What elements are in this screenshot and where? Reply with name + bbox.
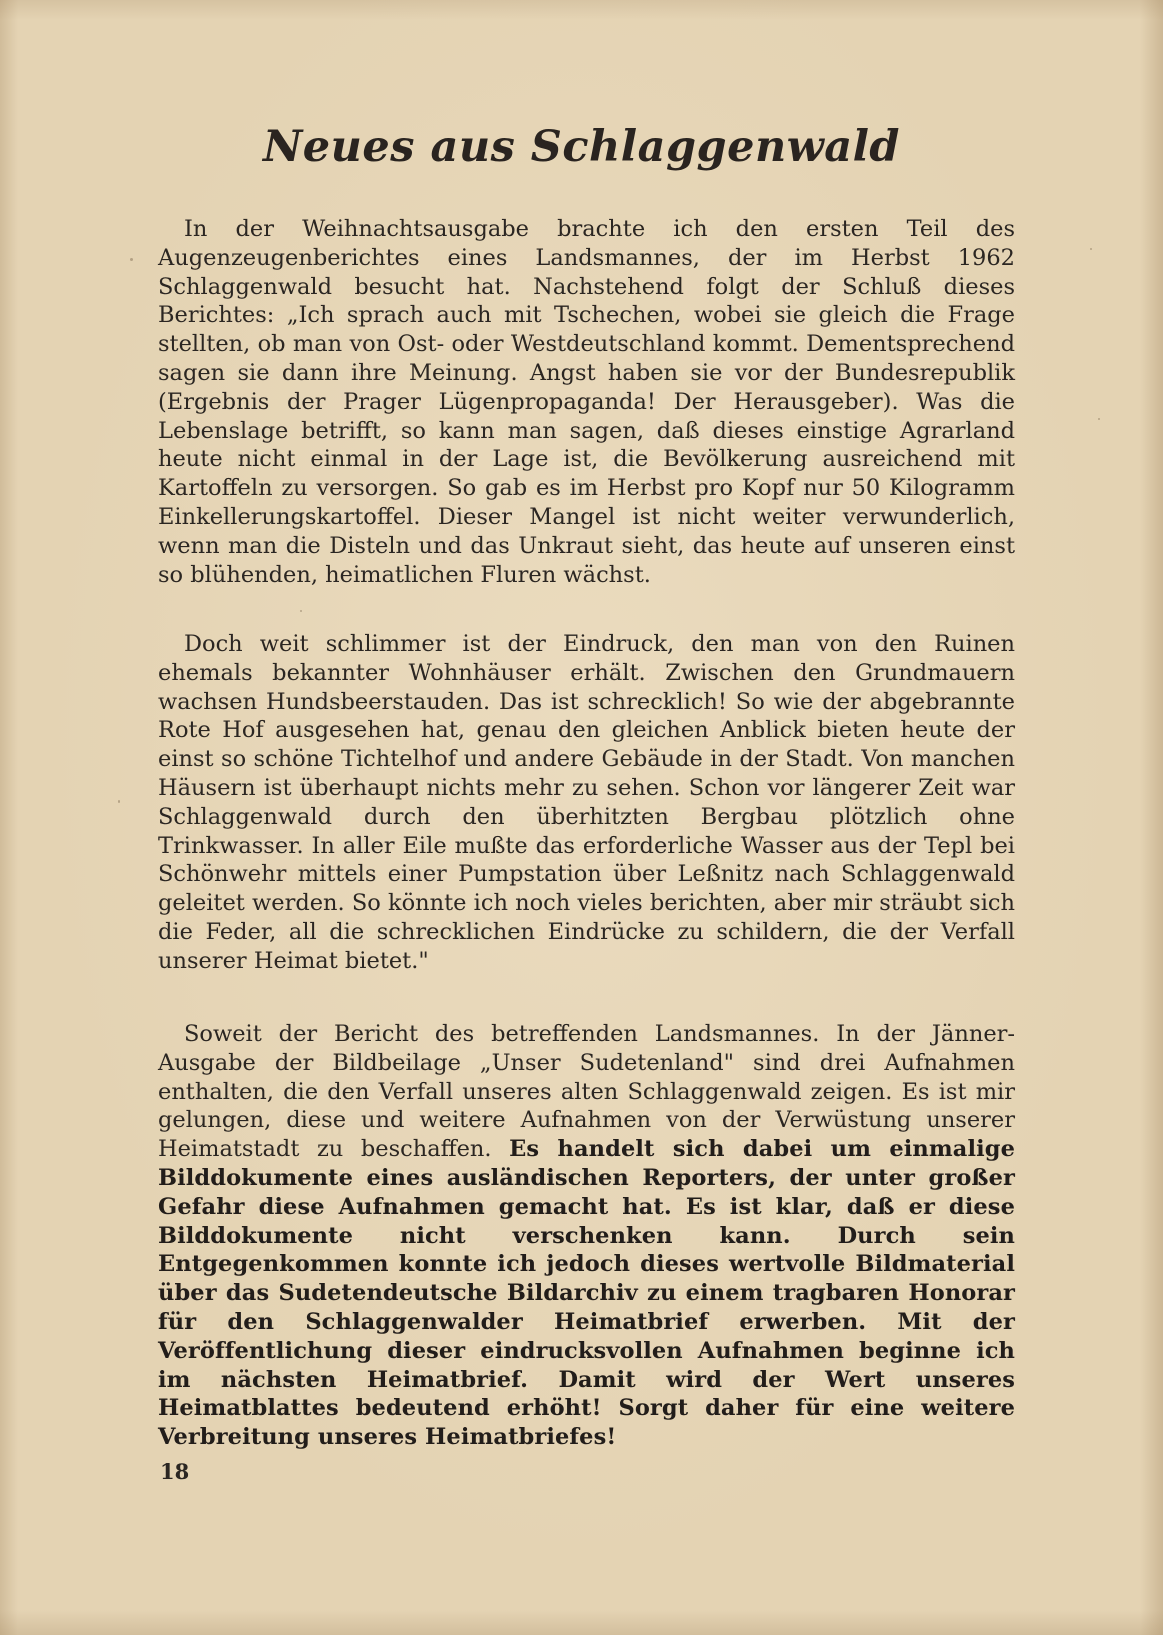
page-number: 18 — [160, 1459, 190, 1484]
page-title: Neues aus Schlaggenwald — [263, 122, 900, 172]
paragraph-ruins-description: Doch weit schlimmer ist der Eindruck, den man von den Ruinen ehemals bekannter Wohnhäuser erhält. Zwischen den Grundmauern wachsen Hundsbeerstauden. Das ist schrecklich! So wie der abgebrannte Rote Hof ausgesehen hat, genau den gleichen Anblick bieten heute der einst so schöne Tichtelhof und andere Gebäude in der Stadt. Von manchen Häusern ist überhaupt nichts mehr zu sehen. Schon vor längerer Zeit war Schlaggenwald durch den überhitzten Bergbau plötzlich ohne Trinkwasser. In aller Eile mußte das erforderliche Wasser aus der Tepl bei Schönwehr mittels einer Pumpstation über Leßnitz nach Schlaggenwald geleitet werden. So könnte ich noch vieles berichten, aber mir sträubt sich die Feder, all die schrecklichen Eindrücke zu schildern, die der Verfall unserer Heimat bietet." — [158, 631, 1015, 974]
paragraph-report-part-one: In der Weihnachtsausgabe brachte ich den ersten Teil des Augenzeugenberichtes eines Landsmannes, der im Herbst 1962 Schlaggenwald besucht hat. Nachstehend folgt der Schluß dieses Berichtes: „Ich sprach auch mit Tschechen, wobei sie gleich die Frage stellten, ob man von Ost- oder Westdeutschland kommt. Dementsprechend sagen sie dann ihre Meinung. Angst haben sie vor der Bundesrepublik (Ergebnis der Prager Lügenpropaganda! Der Herausgeber). Was die Lebenslage betrifft, so kann man sagen, daß dieses einstige Agrarland heute nicht einmal in der Lage ist, die Bevölkerung ausreichend mit Kartoffeln zu versorgen. So gab es im Herbst pro Kopf nur 50 Kilogramm Einkellerungskartoffel. Dieser Mangel ist nicht weiter verwunderlich, wenn man die Disteln und das Unkraut sieht, das heute auf unseren einst so blühenden, heimatlichen Fluren wächst. — [158, 216, 1015, 588]
paper-speck — [130, 258, 133, 261]
paper-speck — [300, 610, 302, 612]
paragraph-editor-note — [158, 1020, 1015, 1452]
editor-note-regular-text: Soweit der Bericht des betreffenden Landsmannes. In der Jänner-Ausgabe der Bildbeilage „Unser Sudetenland" sind drei Aufnahmen enthalten, die den Verfall unseres alten Schlaggenwald zeigen. Es ist mir gelungen, diese und weitere Aufnahmen von der Verwüstung unserer Heimatstadt zu beschaffen. — [158, 1021, 1015, 1163]
editor-note-bold-text: Es handelt sich dabei um einmalige Bilddokumente eines ausländischen Reporters, der unter großer Gefahr diese Aufnahmen gemacht hat. Es ist klar, daß er diese Bilddokumente nicht verschenken kann. Durch sein Entgegenkommen konnte ich jedoch dieses wertvolle Bildmaterial über das Sudetendeutsche Bildarchiv zu einem tragbaren Honorar für den Schlaggenwalder Heimatbrief erwerben. Mit der Veröffentlichung dieser eindrucksvollen Aufnahmen beginne ich im nächsten Heimatbrief. Damit wird der Wert unseres Heimatblattes bedeutend erhöht! Sorgt daher für eine weitere Verbreitung unseres Heimatbriefes! — [158, 1136, 1016, 1451]
paper-speck — [1090, 248, 1092, 250]
paper-speck — [1098, 418, 1100, 420]
paper-speck — [118, 800, 120, 803]
